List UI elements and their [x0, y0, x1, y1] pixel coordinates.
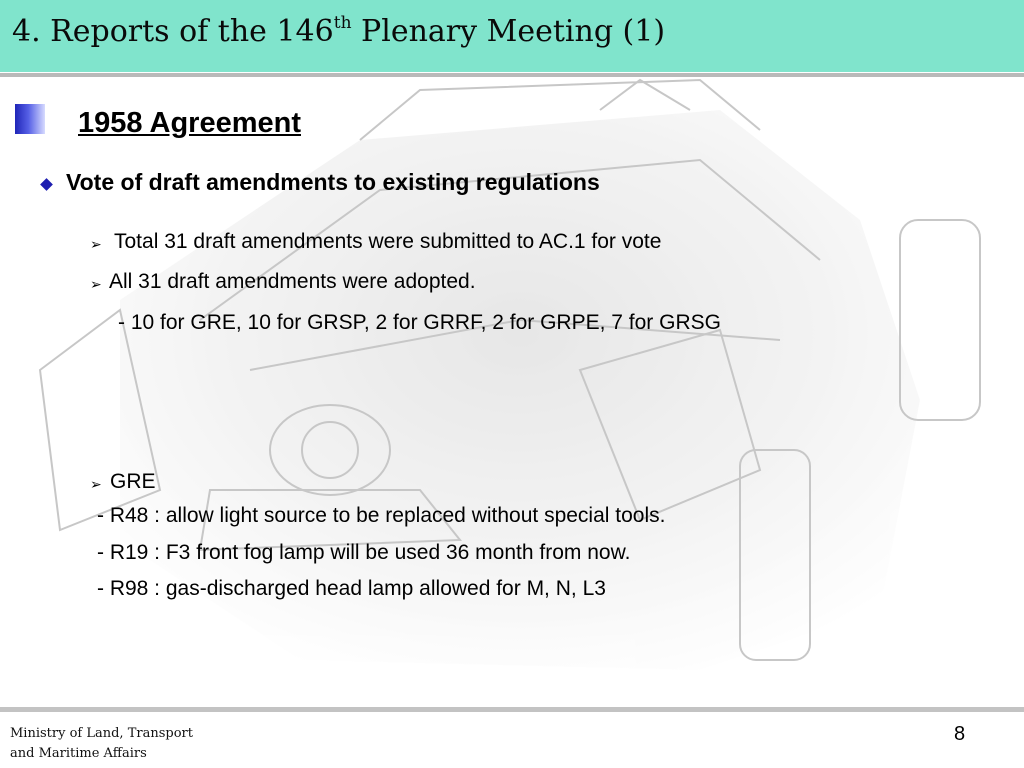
gre-item-r48: - R48 : allow light source to be replaced without special tools.	[97, 504, 666, 527]
subheading: Vote of draft amendments to existing regulations	[66, 169, 600, 195]
footer-org-line2: and Maritime Affairs	[10, 746, 147, 761]
section-title: 1958 Agreement	[78, 107, 301, 139]
slide-title-main: 4. Reports of the 146	[12, 14, 334, 49]
slide-title-rest: Plenary Meeting (1)	[351, 14, 666, 49]
gre-label: GRE	[110, 470, 156, 493]
footer-organization	[10, 724, 193, 764]
footer-divider	[0, 707, 1024, 712]
footer-org-line1: Ministry of Land, Transport	[10, 726, 193, 741]
slide-title	[12, 14, 665, 49]
header-divider	[0, 73, 1024, 77]
bullet-submitted: Total 31 draft amendments were submitted to AC.1 for vote	[114, 230, 662, 253]
square-gradient-icon	[15, 104, 45, 134]
arrow-bullet-icon: ➢	[90, 236, 102, 252]
arrow-bullet-icon: ➢	[90, 476, 102, 492]
background-car-illustration	[0, 70, 1024, 710]
bullet-breakdown: - 10 for GRE, 10 for GRSP, 2 for GRRF, 2 for GRPE, 7 for GRSG	[118, 311, 721, 334]
page-number: 8	[954, 723, 966, 745]
arrow-bullet-icon: ➢	[90, 276, 102, 292]
slide-header	[0, 0, 1024, 72]
slide-title-superscript: th	[333, 13, 352, 33]
gre-item-r98: - R98 : gas-discharged head lamp allowed for M, N, L3	[97, 577, 606, 600]
bullet-adopted: All 31 draft amendments were adopted.	[109, 270, 476, 293]
gre-item-r19: - R19 : F3 front fog lamp will be used 36 month from now.	[97, 541, 631, 564]
